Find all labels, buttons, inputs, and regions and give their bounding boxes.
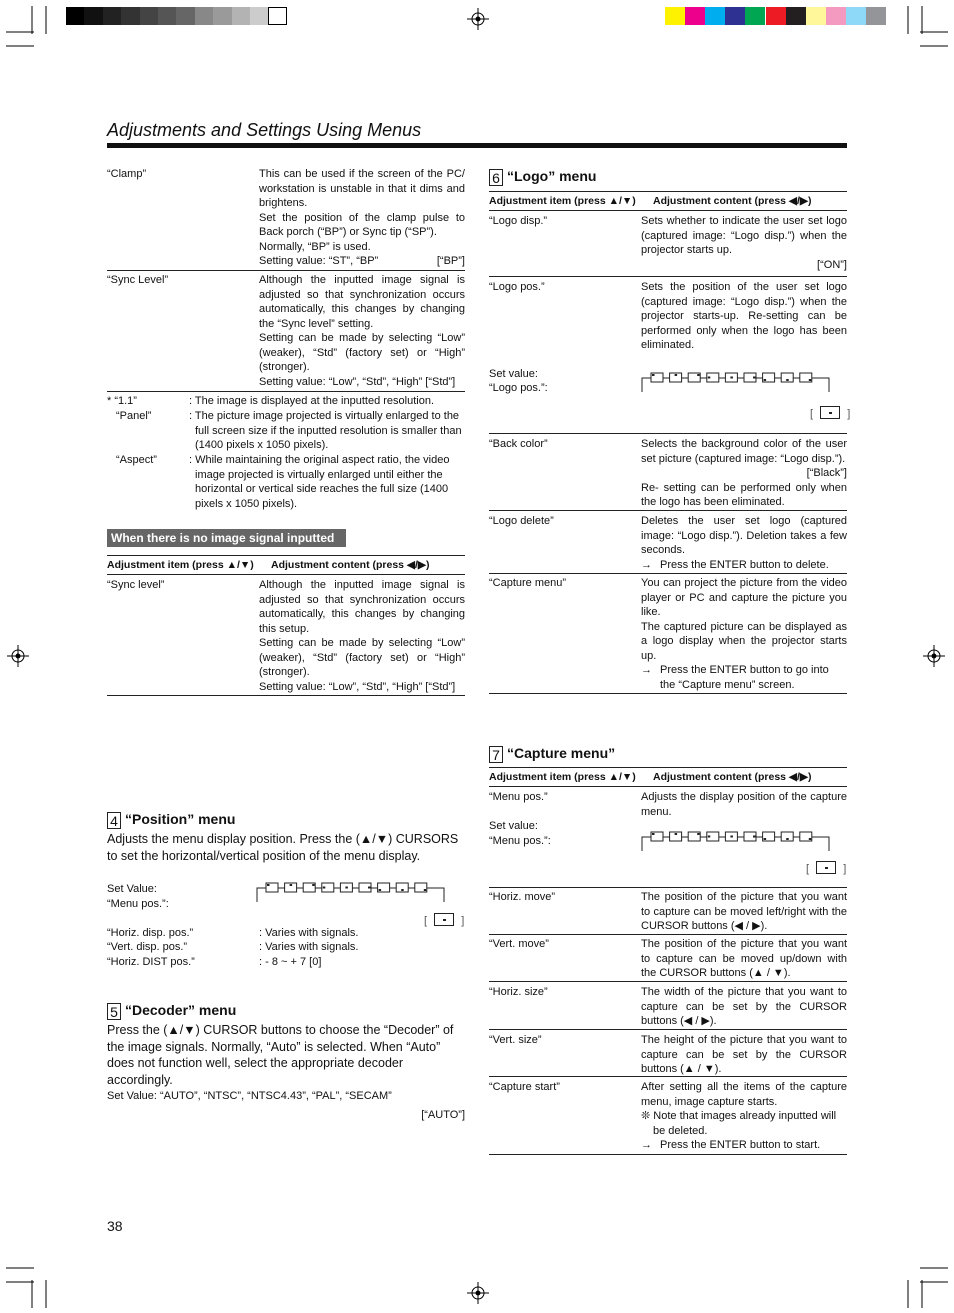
heading-rule xyxy=(107,143,847,148)
set-value-label: “Logo pos.”: xyxy=(489,382,548,394)
cell-text: You can project the picture from the video player or PC and capture the picture you like. xyxy=(641,577,847,618)
set-value: Setting value: “Low”, “Std”, “High” [“Std”] xyxy=(259,680,456,693)
gray-swatch xyxy=(232,7,250,25)
set-value-label: Set Value: xyxy=(107,883,157,895)
section-heading xyxy=(489,167,596,186)
table-cell xyxy=(259,167,465,269)
gray-swatch xyxy=(176,7,194,25)
divider xyxy=(489,981,847,982)
position-grid-icon xyxy=(641,370,831,394)
arrow-icon: → xyxy=(641,664,652,676)
divider xyxy=(489,1154,847,1155)
param-value: : Varies with signals. xyxy=(259,927,359,939)
color-swatch xyxy=(725,7,745,25)
divider xyxy=(107,555,465,556)
color-swatch xyxy=(826,7,846,25)
section-title: “Position” menu xyxy=(125,811,236,827)
divider xyxy=(489,934,847,935)
divider xyxy=(489,1076,847,1077)
set-value-label: Set value: xyxy=(489,368,538,380)
table-cell xyxy=(641,576,847,692)
table-cell: The position of the picture that you want to capture can be moved left/right with the CURSOR buttons (◀ / ▶). xyxy=(641,891,847,932)
color-swatch xyxy=(665,7,685,25)
table-item-label: “Vert. move” xyxy=(489,938,549,950)
set-value-label: “Menu pos.”: xyxy=(107,898,169,910)
registration-mark-icon xyxy=(7,645,29,667)
color-swatch xyxy=(806,7,826,25)
position-grid-icon xyxy=(641,829,831,853)
cell-text: This can be used if the screen of the PC/ workstation is unstable in that it dims and brightens. xyxy=(259,168,465,209)
section-heading xyxy=(489,744,615,763)
bracket: ] xyxy=(461,915,465,927)
section-number: 7 xyxy=(489,746,503,763)
param-value: : Varies with signals. xyxy=(259,941,359,953)
color-swatch xyxy=(766,7,786,25)
divider xyxy=(107,695,465,696)
cell-text: Re- setting can be performed only when the logo has been eliminated. xyxy=(641,481,847,508)
gray-swatch xyxy=(121,7,139,25)
set-value-label: “Menu pos.”: xyxy=(489,835,551,847)
cell-text: Although the inputted image signal is adjusted so that synchronization occurs automatically, this changes by changing the “Sync level” setting. xyxy=(259,274,465,330)
table-item-label: “Back color” xyxy=(489,438,548,450)
position-center-icon xyxy=(816,861,836,874)
section-title: “Capture menu” xyxy=(507,745,616,761)
cell-text: Deletes the user set logo (captured image: “Logo disp.”). Deletion takes a few seconds. xyxy=(641,515,847,556)
cell-text: Set the position of the clamp pulse to Back porch (“BP”) or Sync tip (“SP”). xyxy=(259,211,465,238)
note-label: “Panel” xyxy=(116,410,152,422)
column-header: Adjustment item (press ▲/▼) xyxy=(489,771,636,783)
color-swatch xyxy=(866,7,886,25)
section-number: 6 xyxy=(489,169,503,186)
gray-swatch xyxy=(66,7,84,25)
table-cell: Adjusts the display position of the capture menu. xyxy=(641,791,847,818)
table-item-label: “Sync level” xyxy=(107,579,165,591)
set-value: Setting value: “ST”, “BP” xyxy=(259,255,379,267)
gray-swatch xyxy=(195,7,213,25)
cell-text: Press the ENTER button to delete. xyxy=(660,558,829,571)
table-item-label: “Sync Level” xyxy=(107,274,169,286)
color-swatch xyxy=(846,7,866,25)
table-item-label: “Logo pos.” xyxy=(489,281,545,293)
color-swatch xyxy=(705,7,725,25)
default-value: [“AUTO”] xyxy=(421,1109,465,1121)
bracket: [ xyxy=(810,408,814,420)
cell-text: Normally, “BP” is used. xyxy=(259,240,371,253)
column-header: Adjustment content (press ◀/▶) xyxy=(653,771,812,783)
cell-text: After setting all the items of the capture menu, image capture starts. xyxy=(641,1081,847,1108)
section-text: Press the (▲/▼) CURSOR buttons to choose the “Decoder” of the image signals. Normally, “Auto” is selected. When “Auto” does not function well, select the appropriate decoder accordingly. xyxy=(107,1023,454,1087)
arrow-icon: → xyxy=(641,1139,652,1151)
arrow-icon: → xyxy=(641,558,652,571)
position-diagram xyxy=(641,829,831,853)
table-item-label: “Logo delete” xyxy=(489,515,554,527)
param-label: “Vert. disp. pos.” xyxy=(107,941,188,953)
page-number: 38 xyxy=(107,1218,123,1234)
gray-swatch xyxy=(158,7,176,25)
set-value: Setting value: “Low”, “Std”, “High” [“Std”] xyxy=(259,375,456,388)
section-number: 4 xyxy=(107,812,121,829)
section-heading xyxy=(107,1001,236,1020)
table-item-label: “Logo disp.” xyxy=(489,215,548,227)
position-diagram xyxy=(256,880,446,904)
param-value: : - 8 ~ + 7 [0] xyxy=(259,956,322,968)
position-center-icon xyxy=(434,913,454,926)
default-value: [“ON”] xyxy=(817,258,847,271)
table-cell: The width of the picture that you want to capture can be set by the CURSOR buttons (◀ / ▶). xyxy=(641,986,847,1027)
divider xyxy=(489,1029,847,1030)
divider xyxy=(489,767,847,768)
color-swatch xyxy=(685,7,705,25)
gray-swatch xyxy=(84,7,102,25)
table-item-label: “Horiz. size” xyxy=(489,986,548,998)
cell-text: Setting can be made by selecting “Low” (weaker), “Std” (factory set) or “High” (stronger). xyxy=(259,332,465,373)
table-cell xyxy=(641,1080,847,1153)
table-item-label: “Capture start” xyxy=(489,1081,560,1093)
bracket: [ xyxy=(424,915,428,927)
divider xyxy=(489,786,847,787)
section-heading xyxy=(107,810,235,829)
note-label: * “1.1” xyxy=(107,395,137,407)
cell-text: Press the ENTER button to go into the “Capture menu” screen. xyxy=(660,664,829,691)
divider xyxy=(107,391,465,392)
gray-swatch xyxy=(140,7,158,25)
registration-mark-icon xyxy=(923,645,945,667)
divider xyxy=(489,573,847,574)
divider xyxy=(489,433,847,434)
divider xyxy=(489,276,847,277)
default-indicator xyxy=(424,913,464,929)
param-label: “Horiz. DIST pos.” xyxy=(107,956,195,968)
divider xyxy=(489,191,847,192)
cell-text: Although the inputted image signal is adjusted so that synchronization occurs automatically, this changes by changing this setup. xyxy=(259,579,465,635)
cell-text: ❊ Note that images already inputted will be deleted. xyxy=(641,1110,837,1137)
table-cell: The height of the picture that you want to capture can be set by the CURSOR buttons (▲ / ▼). xyxy=(641,1034,847,1075)
bracket: ] xyxy=(843,863,847,875)
set-value-label: Set value: xyxy=(489,820,538,832)
cell-text: Sets whether to indicate the user set logo (captured image: “Logo disp.”) when the projector starts up. xyxy=(641,215,847,256)
cell-text: The captured picture can be displayed as a logo display when the projector starts up. xyxy=(641,620,847,662)
divider xyxy=(489,693,847,694)
divider xyxy=(489,210,847,211)
section-badge: When there is no image signal inputted xyxy=(107,529,346,547)
table-cell xyxy=(259,578,465,694)
gray-swatch xyxy=(250,7,268,25)
cell-text: Selects the background color of the user set picture (captured image: “Logo disp.”). xyxy=(641,438,847,465)
table-cell: Sets the position of the user set logo (captured image: “Logo disp.”) when the projector starts-up. Re-setting can be performed only when the logo has been eliminated. xyxy=(641,281,847,351)
default-value: [“BP”] xyxy=(436,255,465,267)
position-center-icon xyxy=(820,406,840,419)
param-label: “Horiz. disp. pos.” xyxy=(107,927,194,939)
note-label: “Aspect” xyxy=(116,454,157,466)
set-value: Set Value: “AUTO”, “NTSC”, “NTSC4.43”, “PAL”, “SECAM” xyxy=(107,1090,392,1102)
gray-swatch xyxy=(213,7,231,25)
note-text: : The picture image projected is virtually enlarged to the full screen size if the inputted resolution is smaller than (1400 pixels x 1050 pixels). xyxy=(189,410,462,451)
color-swatch xyxy=(786,7,806,25)
section-title: “Logo” menu xyxy=(507,168,597,184)
section-text: Adjusts the menu display position. Press the (▲/▼) CURSORS to set the horizontal/vertical position of the menu display. xyxy=(107,832,459,863)
table-cell xyxy=(641,214,847,272)
gray-swatch xyxy=(268,7,286,25)
column-header: Adjustment item (press ▲/▼) xyxy=(489,195,636,207)
divider xyxy=(107,574,465,575)
table-cell xyxy=(641,514,847,572)
default-value: [“Black”] xyxy=(806,467,847,479)
note-text: : While maintaining the original aspect ratio, the video image projected is virtually enlarged until either the horizontal or vertical side reaches the full size (1400 pixels x 1050 pixels). xyxy=(189,454,450,510)
bracket: ] xyxy=(847,408,851,420)
position-grid-icon xyxy=(256,880,446,904)
note-text: : The image is displayed at the inputted resolution. xyxy=(189,395,435,407)
table-item-label: “Menu pos.” xyxy=(489,791,548,803)
table-item-label: “Clamp” xyxy=(107,168,147,180)
table-item-label: “Capture menu” xyxy=(489,577,567,589)
column-header: Adjustment item (press ▲/▼) xyxy=(107,559,254,571)
bracket: [ xyxy=(806,863,810,875)
cell-text: Setting can be made by selecting “Low” (weaker), “Std” (factory set) or “High” (stronger). xyxy=(259,637,465,678)
section-number: 5 xyxy=(107,1003,121,1020)
registration-mark-icon xyxy=(467,1282,489,1304)
divider xyxy=(489,887,847,888)
column-header: Adjustment content (press ◀/▶) xyxy=(653,195,812,207)
divider xyxy=(489,510,847,511)
default-indicator xyxy=(806,861,846,877)
column-header: Adjustment content (press ◀/▶) xyxy=(271,559,430,571)
page-title: Adjustments and Settings Using Menus xyxy=(107,120,422,140)
position-diagram xyxy=(641,370,831,394)
cell-text: Press the ENTER button to start. xyxy=(660,1139,821,1151)
table-cell xyxy=(641,437,847,510)
default-indicator xyxy=(810,406,850,422)
table-item-label: “Vert. size” xyxy=(489,1034,542,1046)
table-cell xyxy=(259,273,465,389)
color-swatch xyxy=(745,7,765,25)
gray-swatch xyxy=(103,7,121,25)
table-cell: The position of the picture that you want to capture can be moved up/down with the CURSOR buttons (▲ / ▼). xyxy=(641,938,847,979)
section-title: “Decoder” menu xyxy=(125,1002,237,1018)
table-item-label: “Horiz. move” xyxy=(489,891,556,903)
registration-mark-icon xyxy=(467,8,489,30)
divider xyxy=(107,270,465,271)
